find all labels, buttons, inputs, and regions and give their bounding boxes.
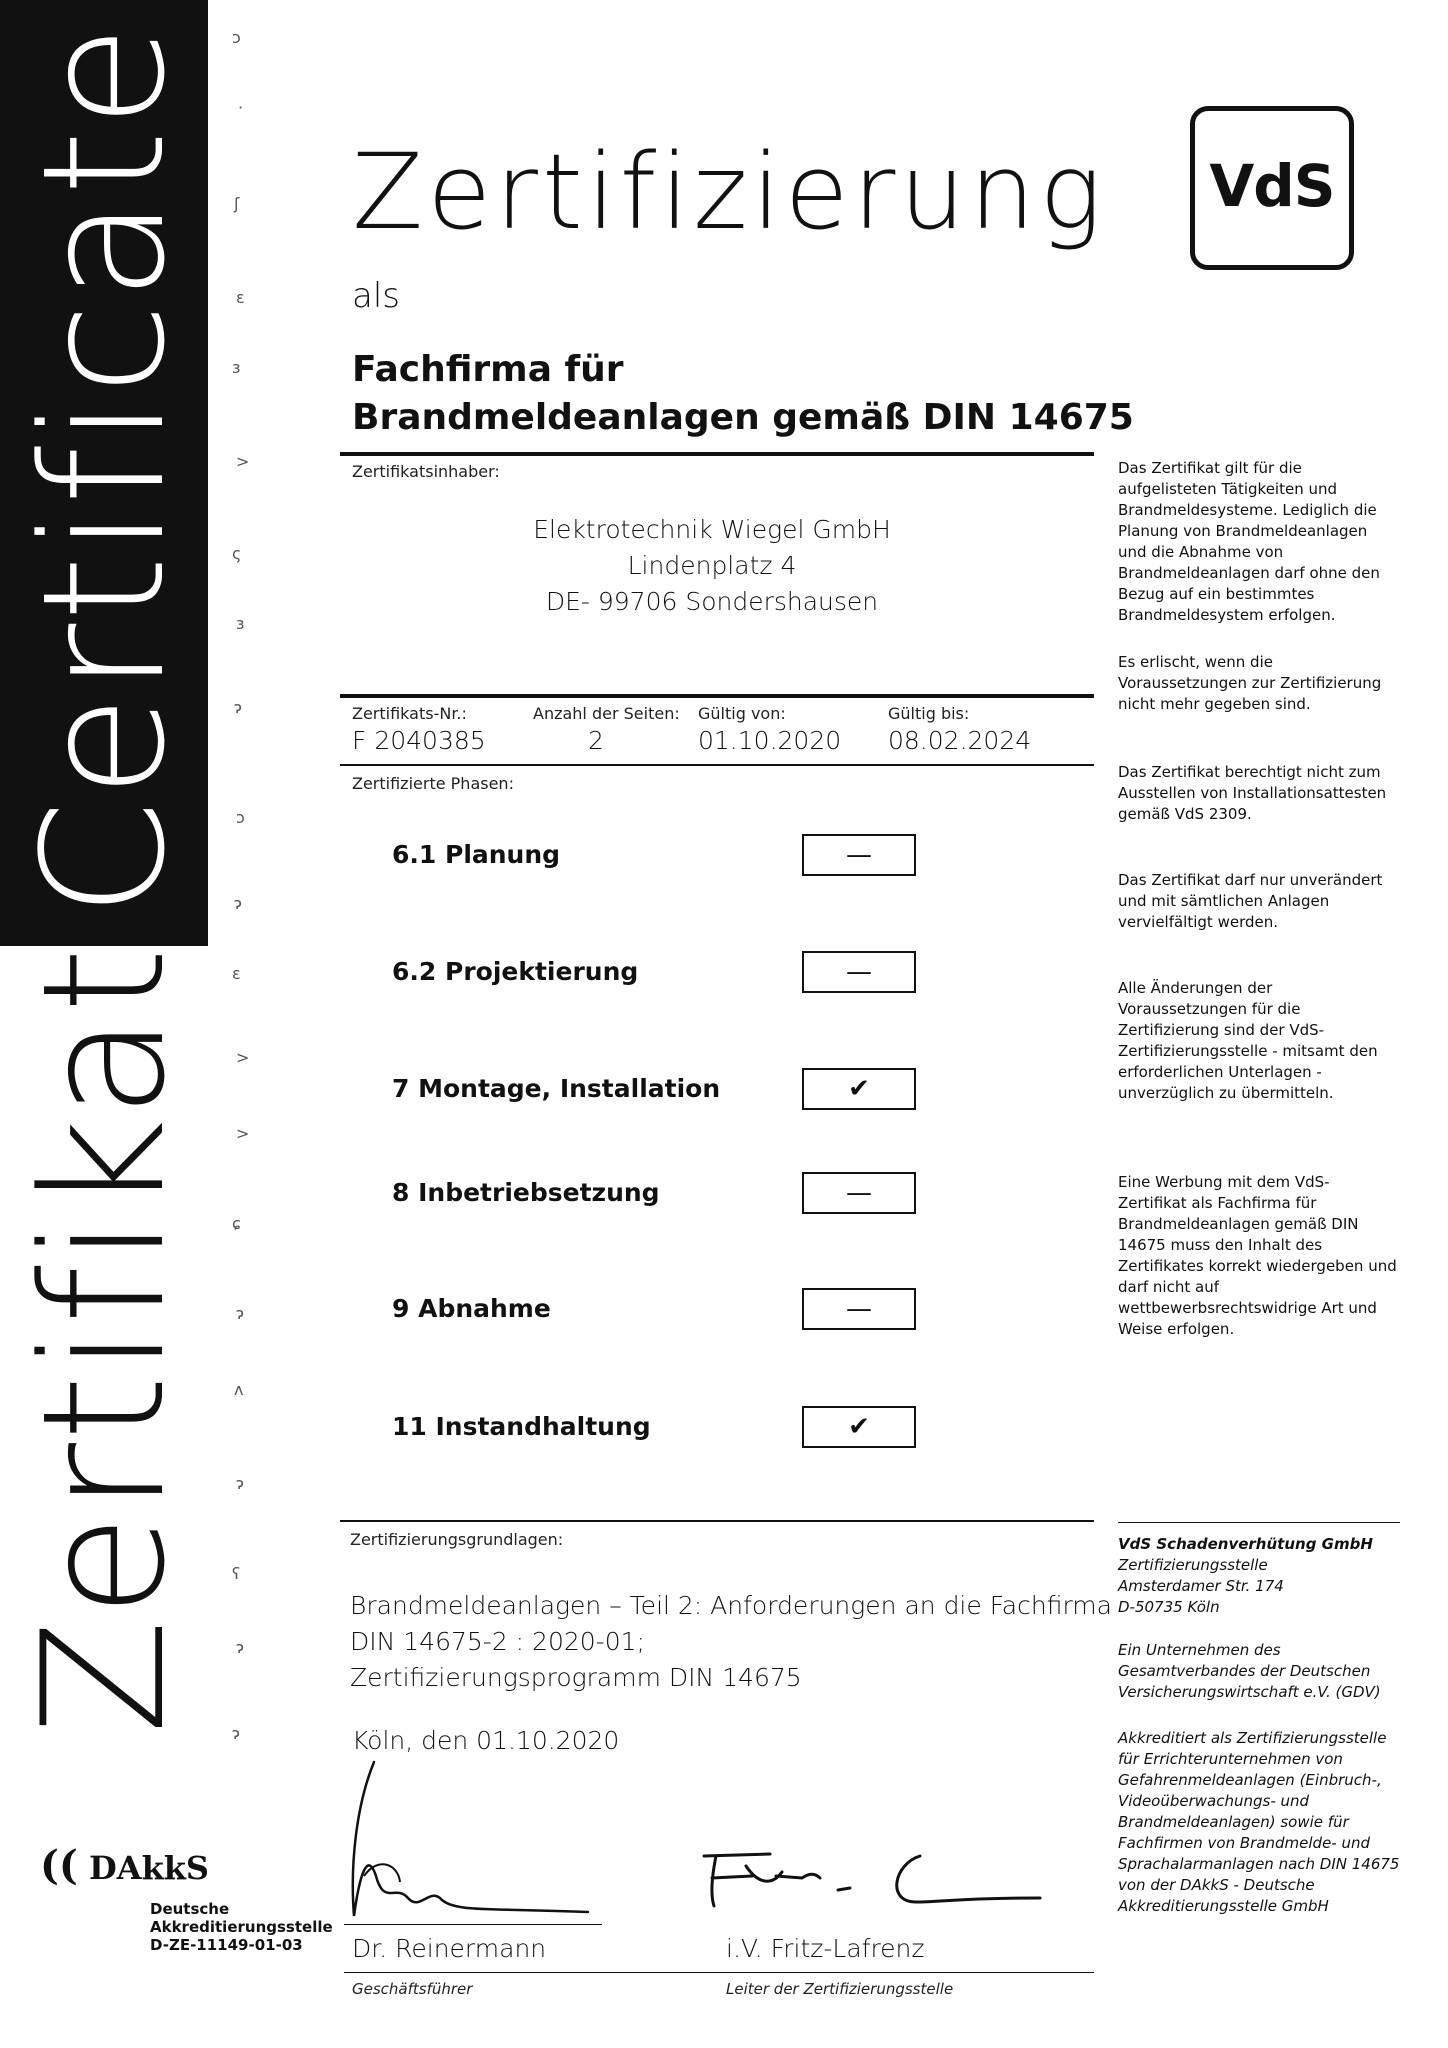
phase-mark: —	[846, 840, 872, 870]
phase-label: 7 Montage, Installation	[392, 1074, 721, 1103]
holder-address	[352, 512, 1072, 620]
signer-role-right: Leiter der Zertifizierungsstelle	[726, 1980, 954, 1998]
valid-from-value: 01.10.2020	[698, 726, 842, 755]
basis-line-1: Brandmeldeanlagen – Teil 2: Anforderungen an die Fachfirma	[350, 1591, 1112, 1620]
phase-checkbox	[802, 951, 916, 993]
phase-mark: ✔	[848, 1412, 870, 1442]
signature-fritz-lafrenz	[690, 1836, 1050, 1932]
rule-holder-top	[340, 452, 1094, 456]
issuer-accreditation: Akkreditiert als Zertifizierungsstelle für Errichterunternehmen von Gefahrenmeldeanlagen (Einbruch-, Videoüberwachungs- und Brandmeldeanlagen) sowie für Fachfirmen von Brandmelde- und Sprachalarmanlagen nach DIN 14675 von der DAkkS - Deutsche Akkreditierungsstelle GmbH	[1118, 1729, 1400, 1915]
basis-text	[350, 1588, 1112, 1696]
phase-checkbox	[802, 1406, 916, 1448]
phase-checkbox	[802, 1288, 916, 1330]
signature-line-left	[344, 1924, 602, 1925]
document-title: Zertifizierung	[352, 131, 1106, 253]
note-advertising: Eine Werbung mit dem VdS-Zertifikat als Fachfirma für Brandmeldeanlagen gemäß DIN 14675 muss den Inhalt des Zertifikates korrekt wiedergeben und darf nicht auf wettbewerbsrechtswidrige Art und Weise erfolgen.	[1118, 1173, 1397, 1338]
cert-number-label: Zertifikats-Nr.:	[352, 704, 467, 723]
issuer-line-2: Amsterdamer Str. 174	[1118, 1577, 1284, 1595]
vds-logo	[1190, 106, 1354, 270]
basis-line-3: Zertifizierungsprogramm DIN 14675	[350, 1663, 802, 1692]
phase-checkbox	[802, 834, 916, 876]
phase-mark: —	[846, 957, 872, 987]
page-count-label: Anzahl der Seiten:	[533, 704, 680, 723]
subtitle-line-2: Brandmeldeanlagen gemäß DIN 14675	[352, 397, 1134, 438]
dakks-logo	[40, 1842, 333, 1954]
basis-line-2: DIN 14675-2 : 2020-01;	[350, 1627, 645, 1656]
issuer-line-1: Zertifizierungsstelle	[1118, 1556, 1268, 1574]
rule-issuer-top	[1118, 1522, 1400, 1523]
note-installation-attest: Das Zertifikat berechtigt nicht zum Ausstellen von Installationsattesten gemäß VdS 2309.	[1118, 763, 1387, 823]
valid-to-label: Gültig bis:	[888, 704, 970, 723]
place-date: Köln, den 01.10.2020	[352, 1726, 620, 1755]
zertifikat-vertical-word: Zertifikat	[6, 945, 202, 1735]
signer-name-right: i.V. Fritz-Lafrenz	[726, 1934, 925, 1963]
note-copy: Das Zertifikat darf nur unverändert und mit sämtlichen Anlagen vervielfältigt werden.	[1118, 871, 1383, 931]
phase-label: 6.1 Planung	[392, 840, 561, 869]
issuer-group: Ein Unternehmen des Gesamtverbandes der Deutschen Versicherungswirtschaft e.V. (GDV)	[1118, 1641, 1381, 1701]
signer-name-left: Dr. Reinermann	[352, 1934, 547, 1963]
valid-from-label: Gültig von:	[698, 704, 786, 723]
phase-checkbox	[802, 1172, 916, 1214]
phase-label: 9 Abnahme	[392, 1294, 551, 1323]
holder-city: DE- 99706 Sondershausen	[545, 587, 879, 616]
issuer-name: VdS Schadenverhütung GmbH	[1118, 1535, 1373, 1553]
dakks-line-3: D-ZE-11149-01-03	[150, 1936, 303, 1954]
rule-basis-top	[340, 1520, 1094, 1522]
dakks-mark: (( DAkkS	[40, 1842, 210, 1889]
holder-company: Elektrotechnik Wiegel GmbH	[533, 515, 891, 544]
basis-label: Zertifizierungsgrundlagen:	[350, 1530, 564, 1549]
phase-mark: —	[846, 1178, 872, 1208]
subtitle-line-1: Fachfirma für	[352, 349, 624, 390]
issuer-line-3: D-50735 Köln	[1118, 1598, 1220, 1616]
note-expiry: Es erlischt, wenn die Voraussetzungen zur Zertifizierung nicht mehr gegeben sind.	[1118, 653, 1382, 713]
rule-fields-bottom	[340, 764, 1094, 766]
certificate-vertical-word: Certificate	[6, 22, 202, 918]
phase-mark: —	[846, 1294, 872, 1324]
issuer-address	[1118, 1534, 1408, 1618]
dakks-caption	[150, 1900, 333, 1954]
page-count-value: 2	[588, 726, 604, 755]
phase-checkbox	[802, 1068, 916, 1110]
phase-label: 8 Inbetriebsetzung	[392, 1178, 660, 1207]
cert-number-value: F 2040385	[352, 726, 486, 755]
dakks-line-1: Deutsche	[150, 1900, 230, 1918]
note-scope: Das Zertifikat gilt für die aufgelisteten Tätigkeiten und Brandmeldesysteme. Lediglich die Planung von Brandmeldeanlagen und die Abnahme von Brandmeldeanlagen darf ohne den Bezug auf ein bestimmtes Brandmeldesystem erfolgen.	[1118, 459, 1380, 624]
valid-to-value: 08.02.2024	[888, 726, 1032, 755]
phase-label: 11 Instandhaltung	[392, 1412, 651, 1441]
vds-logo-text: VdS	[1209, 152, 1335, 220]
phase-label: 6.2 Projektierung	[392, 957, 639, 986]
holder-label: Zertifikatsinhaber:	[352, 462, 500, 481]
als-text: als	[352, 276, 400, 316]
phases-label: Zertifizierte Phasen:	[352, 774, 514, 793]
note-changes: Alle Änderungen der Voraussetzungen für die Zertifizierung sind der VdS-Zertifizierungsstelle - mitsamt den erforderlichen Unterlagen - unverzüglich zu übermitteln.	[1118, 979, 1378, 1102]
signer-role-left: Geschäftsführer	[352, 1980, 473, 1998]
dakks-line-2: Akkreditierungsstelle	[150, 1918, 333, 1936]
holder-street: Lindenplatz 4	[627, 551, 797, 580]
dakks-mark-text: DAkkS	[89, 1849, 210, 1887]
certificate-subtitle	[352, 346, 1134, 442]
signature-base-rule	[344, 1972, 1094, 1973]
rule-fields-top	[340, 694, 1094, 698]
signature-reinermann	[338, 1756, 618, 1932]
phase-mark: ✔	[848, 1074, 870, 1104]
